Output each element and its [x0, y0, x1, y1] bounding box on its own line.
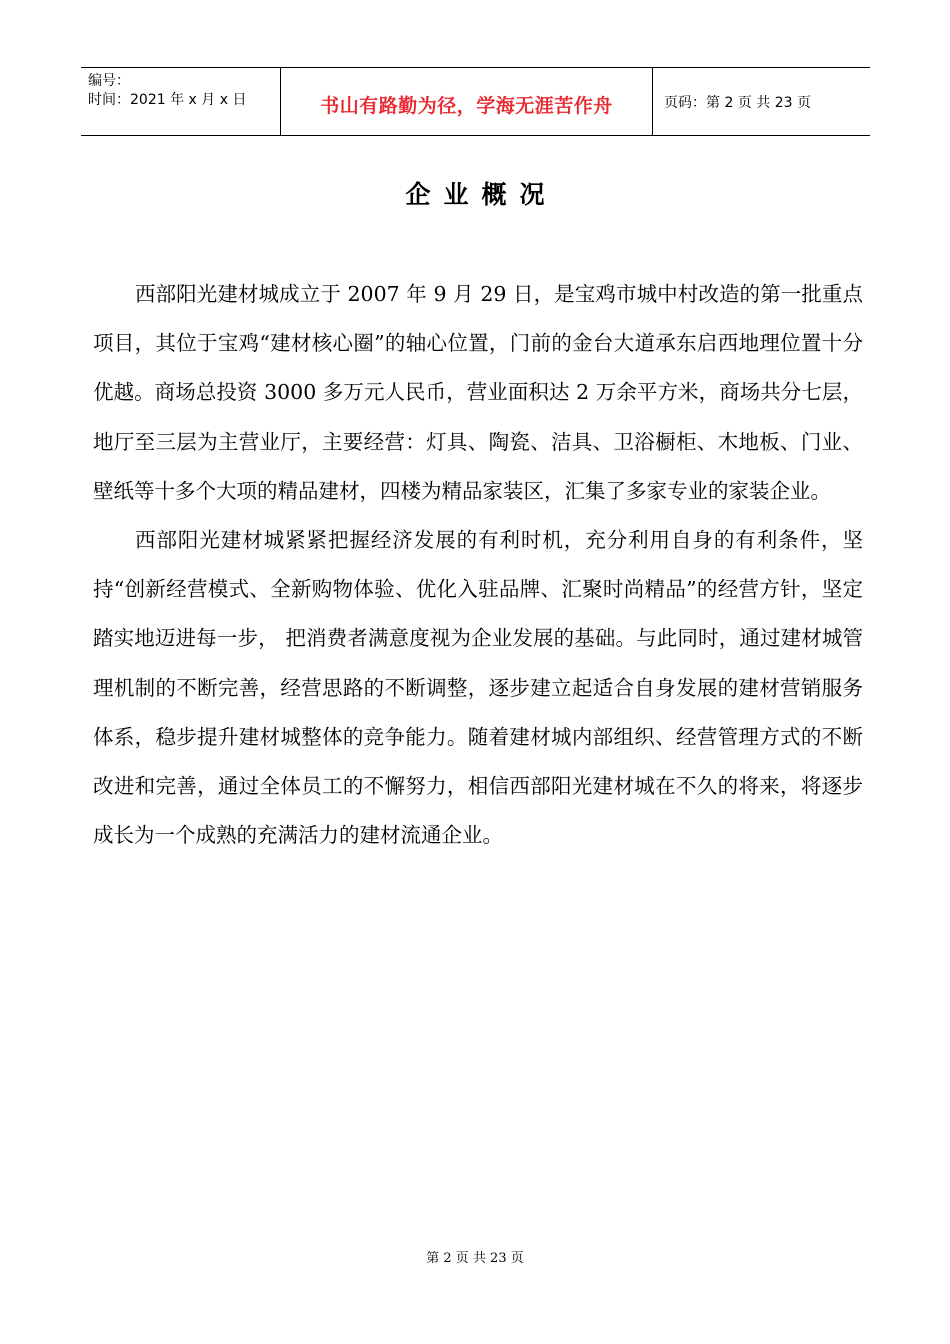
document-header [81, 67, 870, 136]
document-number-label: 编号： [88, 73, 130, 89]
header-meta [81, 68, 281, 135]
header-page-info: 页码：第 2 页 共 23 页 [664, 94, 811, 111]
document-date: 时间：2021 年 x 月 x 日 [88, 92, 247, 108]
document-body [93, 270, 863, 860]
paragraph: 西部阳光建材城紧紧把握经济发展的有利时机，充分利用自身的有利条件，坚持“创新经营模式、全新购物体验、优化入驻品牌、汇聚时尚精品”的经营方针，坚定踏实地迈进每一步， 把消费者满意度视为企业发展的基础。与此同时，通过建材城管理机制的不断完善，经营思路的不断调整，逐步建立起适合自身发展的建材营销服务体系，稳步提升建材城整体的竞争能力。随着建材城内部组织、经营管理方式的不断改进和完善，通过全体员工的不懈努力，相信西部阳光建材城在不久的将来，将逐步成长为一个成熟的充满活力的建材流通企业。 [93, 528, 863, 848]
page-footer: 第 2 页 共 23 页 [426, 1251, 524, 1266]
page-title: 企业概况 [405, 180, 558, 209]
paragraph: 西部阳光建材城成立于 2007 年 9 月 29 日，是宝鸡市城中村改造的第一批重点项目，其位于宝鸡“建材核心圈”的轴心位置，门前的金台大道承东启西地理位置十分优越。商场总投资 3000 多万元人民币，营业面积达 2 万余平方米，商场共分七层，地厅至三层为主营业厅，主要经营：灯具、陶瓷、洁具、卫浴橱柜、木地板、门业、壁纸等十多个大项的精品建材，四楼为精品家装区，汇集了多家专业的家装企业。 [93, 282, 863, 503]
header-motto: 书山有路勤为径，学海无涯苦作舟 [281, 68, 653, 135]
